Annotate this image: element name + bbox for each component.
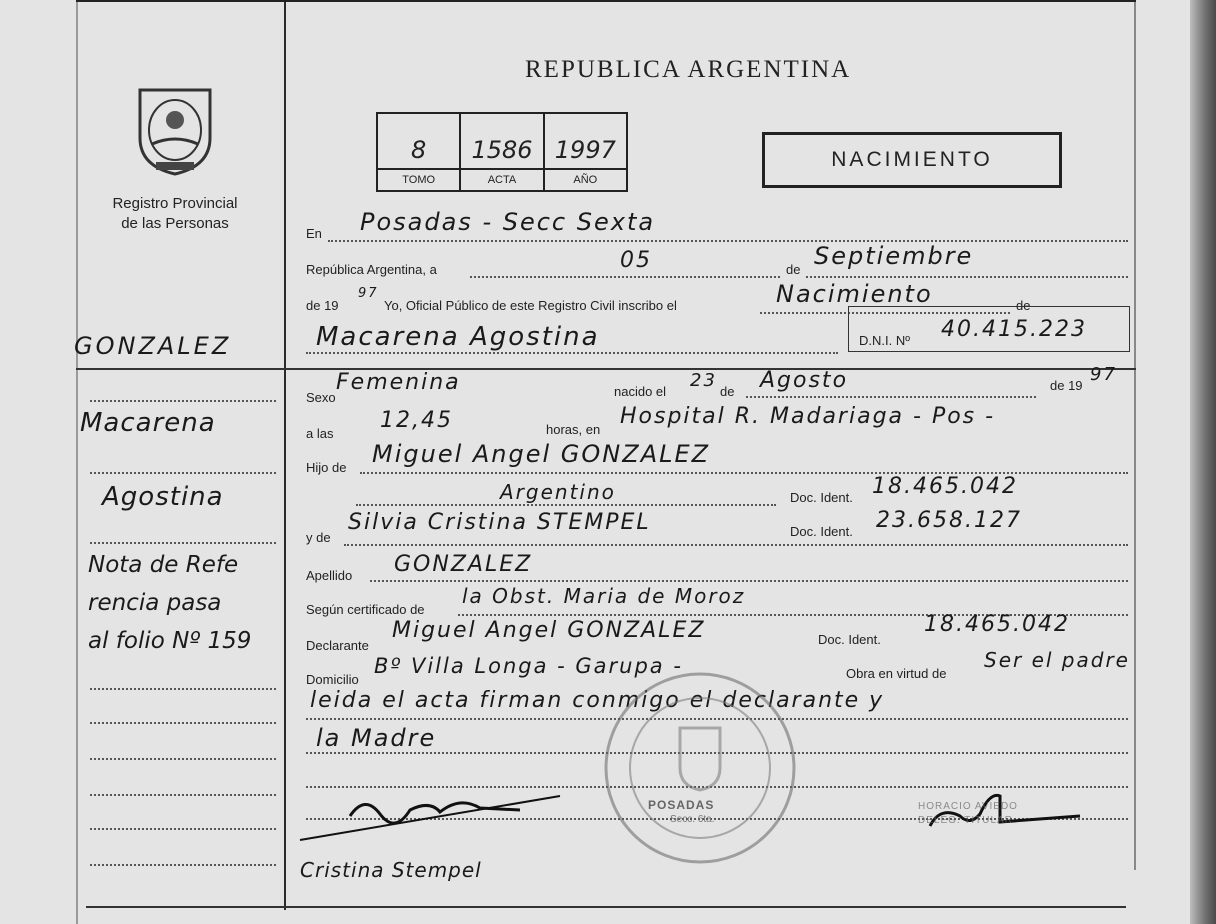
doc-ident-label: Doc. Ident. bbox=[790, 490, 853, 505]
ano-label: AÑO bbox=[545, 168, 626, 190]
record-number-box bbox=[376, 112, 628, 192]
anio-prefix: de 19 bbox=[306, 298, 339, 313]
doc-ident-label-3: Doc. Ident. bbox=[818, 632, 881, 647]
official-name: HORACIO AVIEDO bbox=[918, 801, 1018, 812]
margin-line-6 bbox=[90, 758, 276, 760]
stamp-posadas-sub: Secc. 6ta. bbox=[670, 814, 715, 825]
de-label-2: de bbox=[1016, 298, 1031, 313]
nac-mes: Agosto bbox=[760, 368, 849, 393]
alas-label: a las bbox=[306, 426, 334, 441]
mes-value: Septiembre bbox=[814, 242, 974, 270]
declarante-value: Miguel Angel GONZALEZ bbox=[392, 618, 706, 643]
dia-value: 05 bbox=[620, 248, 652, 273]
dni-value: 40.415.223 bbox=[941, 317, 1087, 342]
margin-nombre-1: Macarena bbox=[80, 408, 216, 438]
ano-value: 1997 bbox=[554, 136, 616, 164]
margin-line-4 bbox=[90, 688, 276, 690]
obra-label: Obra en virtud de bbox=[846, 666, 947, 681]
margin-line-8 bbox=[90, 828, 276, 830]
margin-nombre-2: Agostina bbox=[102, 482, 224, 512]
leida-value: leida el acta firman conmigo el declarante y bbox=[310, 688, 885, 713]
nac-mes-line bbox=[746, 396, 1036, 398]
lugar-value: Hospital R. Madariaga - Pos - bbox=[620, 404, 996, 429]
de19-label: de 19 bbox=[1050, 378, 1083, 393]
margin-nota-3: al folio Nº 159 bbox=[88, 628, 252, 654]
declarante-signature bbox=[290, 786, 590, 846]
republica-label: República Argentina, a bbox=[306, 262, 437, 277]
right-margin-line bbox=[1134, 0, 1136, 870]
hora-value: 12,45 bbox=[380, 408, 453, 433]
nombre-line bbox=[306, 352, 838, 354]
margin-line-1 bbox=[90, 400, 276, 402]
margin-nota-2: rencia pasa bbox=[88, 590, 222, 616]
acta-cell bbox=[461, 114, 544, 190]
anio-value: 97 bbox=[358, 286, 379, 301]
stamp-posadas: POSADAS bbox=[648, 798, 715, 812]
official-stamp bbox=[918, 800, 1018, 828]
en-line bbox=[328, 240, 1128, 242]
nac-dia: 23 bbox=[690, 370, 717, 391]
sexo-value: Femenina bbox=[336, 370, 461, 395]
nombre-value: Macarena Agostina bbox=[316, 322, 600, 352]
domicilio-value: Bº Villa Longa - Garupa - bbox=[374, 654, 683, 678]
declarante-label: Declarante bbox=[306, 638, 369, 653]
en-label: En bbox=[306, 226, 322, 241]
registry-name bbox=[90, 194, 260, 234]
dni-label: D.N.I. Nº bbox=[859, 333, 910, 348]
inscribe-value: Nacimiento bbox=[776, 280, 933, 308]
official-role: DELEG. TITULAR bbox=[918, 815, 1013, 826]
obra-value: Ser el padre bbox=[984, 648, 1130, 672]
apellido-line bbox=[370, 580, 1128, 582]
domicilio-label: Domicilio bbox=[306, 672, 359, 687]
madre-line-value: la Madre bbox=[316, 724, 437, 752]
book-spine bbox=[1190, 0, 1216, 924]
de-label: de bbox=[786, 262, 801, 277]
madre-doc-value: 23.658.127 bbox=[876, 508, 1022, 533]
ano-cell bbox=[545, 114, 626, 190]
declarante-doc-value: 18.465.042 bbox=[924, 612, 1070, 637]
oficial-text: Yo, Oficial Público de este Registro Civil inscribo el bbox=[384, 298, 677, 313]
dia-line bbox=[470, 276, 780, 278]
padre-nac-line bbox=[356, 504, 776, 506]
yde-label: y de bbox=[306, 530, 331, 545]
country-title: REPUBLICA ARGENTINA bbox=[525, 56, 852, 83]
margin-line-2 bbox=[90, 472, 276, 474]
document-type-box: NACIMIENTO bbox=[762, 132, 1062, 188]
nac-anio: 97 bbox=[1090, 364, 1117, 385]
top-border bbox=[76, 0, 1136, 2]
margin-line-9 bbox=[90, 864, 276, 866]
firma-madre: Cristina Stempel bbox=[300, 858, 482, 882]
nacido-label: nacido el bbox=[614, 384, 667, 399]
acta-value: 1586 bbox=[471, 136, 533, 164]
doc-ident-label-2: Doc. Ident. bbox=[790, 524, 853, 539]
registry-line-1: Registro Provincial bbox=[112, 195, 238, 212]
segun-label: Según certificado de bbox=[306, 602, 425, 617]
margin-apellido: GONZALEZ bbox=[74, 332, 232, 360]
provincial-seal-icon bbox=[130, 78, 220, 178]
apellido-value: GONZALEZ bbox=[394, 552, 533, 577]
madre-value: Silvia Cristina STEMPEL bbox=[348, 510, 651, 535]
tomo-cell bbox=[378, 114, 461, 190]
hijo-label: Hijo de bbox=[306, 460, 347, 475]
registry-line-2: de las Personas bbox=[121, 215, 229, 232]
padre-value: Miguel Angel GONZALEZ bbox=[372, 440, 711, 468]
en-value: Posadas - Secc Sexta bbox=[360, 208, 656, 236]
sexo-label: Sexo bbox=[306, 390, 336, 405]
dni-box bbox=[848, 306, 1130, 352]
tomo-label: TOMO bbox=[378, 168, 459, 190]
margin-line-3 bbox=[90, 542, 276, 544]
margin-line-5 bbox=[90, 722, 276, 724]
madre-line bbox=[344, 544, 1128, 546]
tomo-value: 8 bbox=[411, 136, 427, 164]
acta-label: ACTA bbox=[461, 168, 542, 190]
certificado-value: la Obst. Maria de Moroz bbox=[462, 584, 746, 608]
padre-nac-value: Argentino bbox=[500, 480, 616, 504]
apellido-label: Apellido bbox=[306, 568, 353, 583]
padre-doc-value: 18.465.042 bbox=[872, 474, 1018, 499]
left-margin-line bbox=[76, 0, 78, 924]
horas-label: horas, en bbox=[546, 422, 601, 437]
mes-line bbox=[806, 276, 1128, 278]
column-divider bbox=[284, 0, 286, 910]
margin-nota-1: Nota de Refe bbox=[88, 552, 239, 578]
bottom-border bbox=[86, 906, 1126, 908]
section-divider bbox=[76, 368, 1136, 370]
de-label-3: de bbox=[720, 384, 735, 399]
margin-line-7 bbox=[90, 794, 276, 796]
posadas-office-stamp-icon bbox=[602, 668, 798, 868]
